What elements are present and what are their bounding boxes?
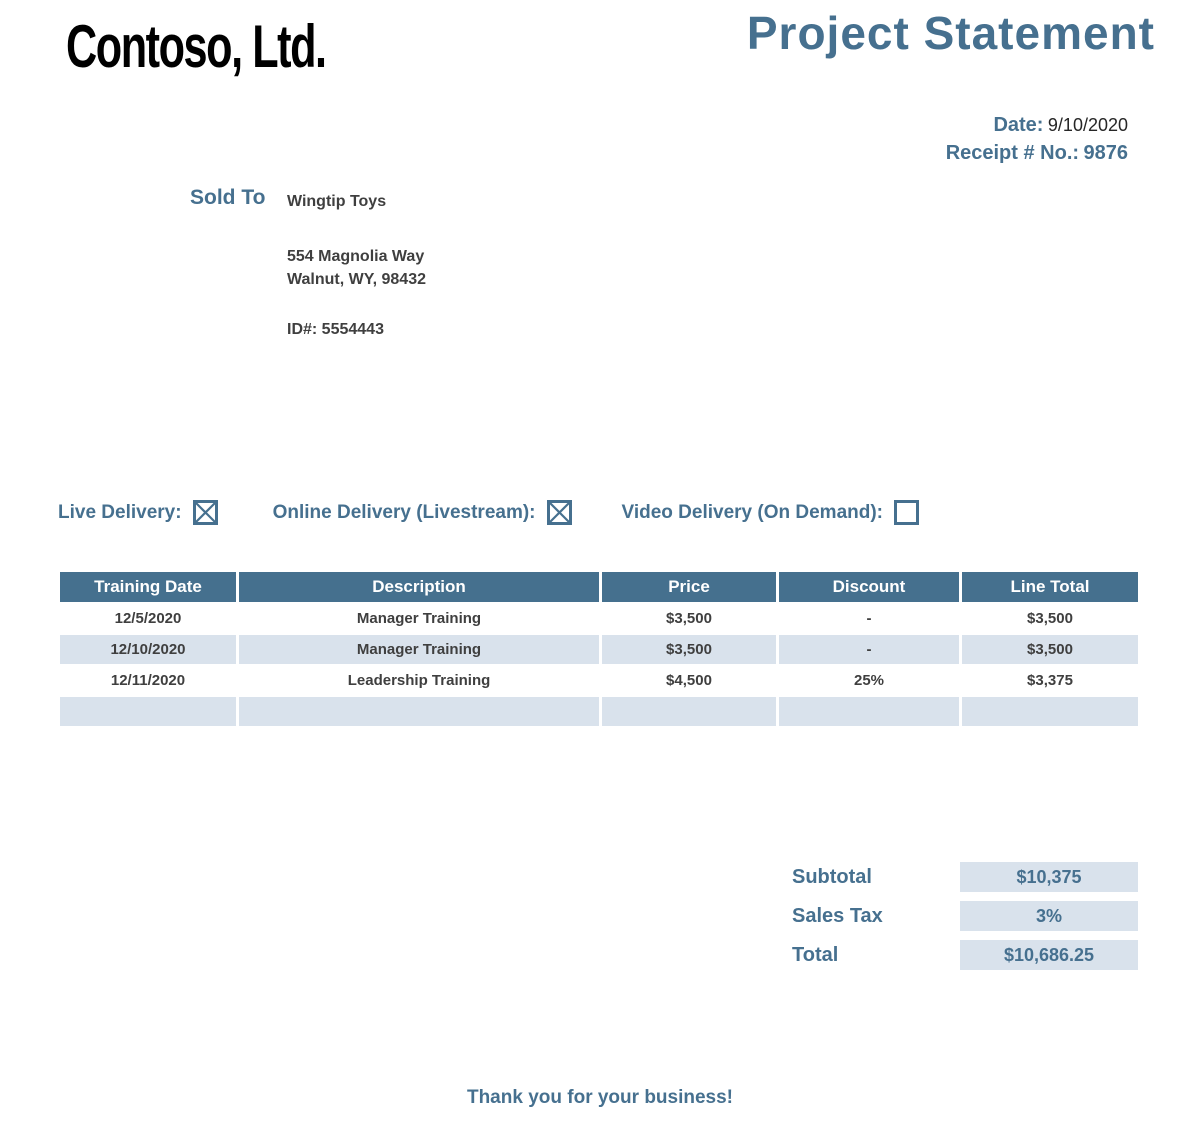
table-cell: 12/11/2020 bbox=[110, 672, 186, 689]
column-header-price: Price bbox=[602, 572, 776, 602]
table-cell bbox=[962, 697, 1138, 726]
table-cell: $3,500 bbox=[962, 635, 1138, 664]
live-delivery-label: Live Delivery: bbox=[58, 501, 182, 523]
total-value: $10,686.25 bbox=[960, 940, 1138, 970]
company-logo: Contoso, Ltd. bbox=[66, 13, 326, 80]
customer-address-line1: 554 Magnolia Way bbox=[287, 248, 425, 265]
subtotal-value: $10,375 bbox=[960, 862, 1138, 892]
table-cell: - bbox=[779, 635, 959, 664]
receipt-row bbox=[946, 140, 1128, 168]
table-cell: Manager Training bbox=[239, 635, 599, 664]
delivery-options-row bbox=[58, 500, 1142, 525]
meta-block bbox=[946, 112, 1128, 168]
table-cell: $4,500 bbox=[666, 672, 712, 689]
video-delivery-label: Video Delivery (On Demand): bbox=[621, 501, 884, 523]
table-cell: 25% bbox=[853, 672, 885, 689]
sales-tax-label: Sales Tax bbox=[792, 904, 883, 927]
customer-name: Wingtip Toys bbox=[287, 193, 387, 210]
video-delivery-option bbox=[622, 500, 920, 525]
table-cell: $3,500 bbox=[666, 610, 712, 627]
column-header-discount: Discount bbox=[779, 572, 959, 602]
sales-tax-value: 3% bbox=[960, 901, 1138, 931]
table-cell: $3,500 bbox=[602, 635, 776, 664]
line-items-table bbox=[60, 572, 1138, 726]
table-cell bbox=[60, 697, 236, 726]
online-delivery-option bbox=[273, 500, 572, 525]
subtotal-label: Subtotal bbox=[792, 865, 872, 888]
live-delivery-option bbox=[58, 500, 218, 525]
table-cell: Manager Training bbox=[356, 610, 482, 627]
column-header-description: Description bbox=[239, 572, 599, 602]
table-cell: 12/10/2020 bbox=[60, 635, 236, 664]
column-header-line-total: Line Total bbox=[962, 572, 1138, 602]
table-cell: Leadership Training bbox=[347, 672, 491, 689]
sold-to-label: Sold To bbox=[190, 186, 266, 209]
table-cell: 12/5/2020 bbox=[114, 610, 182, 627]
online-delivery-label: Online Delivery (Livestream): bbox=[272, 501, 536, 523]
table-cell bbox=[779, 697, 959, 726]
date-row bbox=[946, 112, 1128, 140]
column-header-training-date: Training Date bbox=[60, 572, 236, 602]
online-delivery-checkbox[interactable] bbox=[547, 500, 572, 525]
receipt-value: 9876 bbox=[1083, 142, 1128, 164]
customer-address-line2: Walnut, WY, 98432 bbox=[287, 271, 426, 288]
table-cell: - bbox=[866, 610, 872, 627]
total-label: Total bbox=[792, 943, 839, 966]
table-cell bbox=[602, 697, 776, 726]
thank-you-message: Thank you for your business! bbox=[466, 1087, 734, 1108]
video-delivery-checkbox[interactable] bbox=[894, 500, 919, 525]
table-cell: $3,375 bbox=[1027, 672, 1073, 689]
page-title: Project Statement bbox=[746, 7, 1155, 59]
customer-id: ID#: 5554443 bbox=[287, 321, 384, 338]
date-label: Date: bbox=[993, 114, 1044, 136]
live-delivery-checkbox[interactable] bbox=[193, 500, 218, 525]
date-value: 9/10/2020 bbox=[1047, 115, 1128, 135]
table-cell: $3,500 bbox=[1027, 610, 1073, 627]
table-cell bbox=[239, 697, 599, 726]
receipt-label: Receipt # No.: bbox=[945, 142, 1080, 164]
sold-to-block bbox=[287, 190, 426, 341]
